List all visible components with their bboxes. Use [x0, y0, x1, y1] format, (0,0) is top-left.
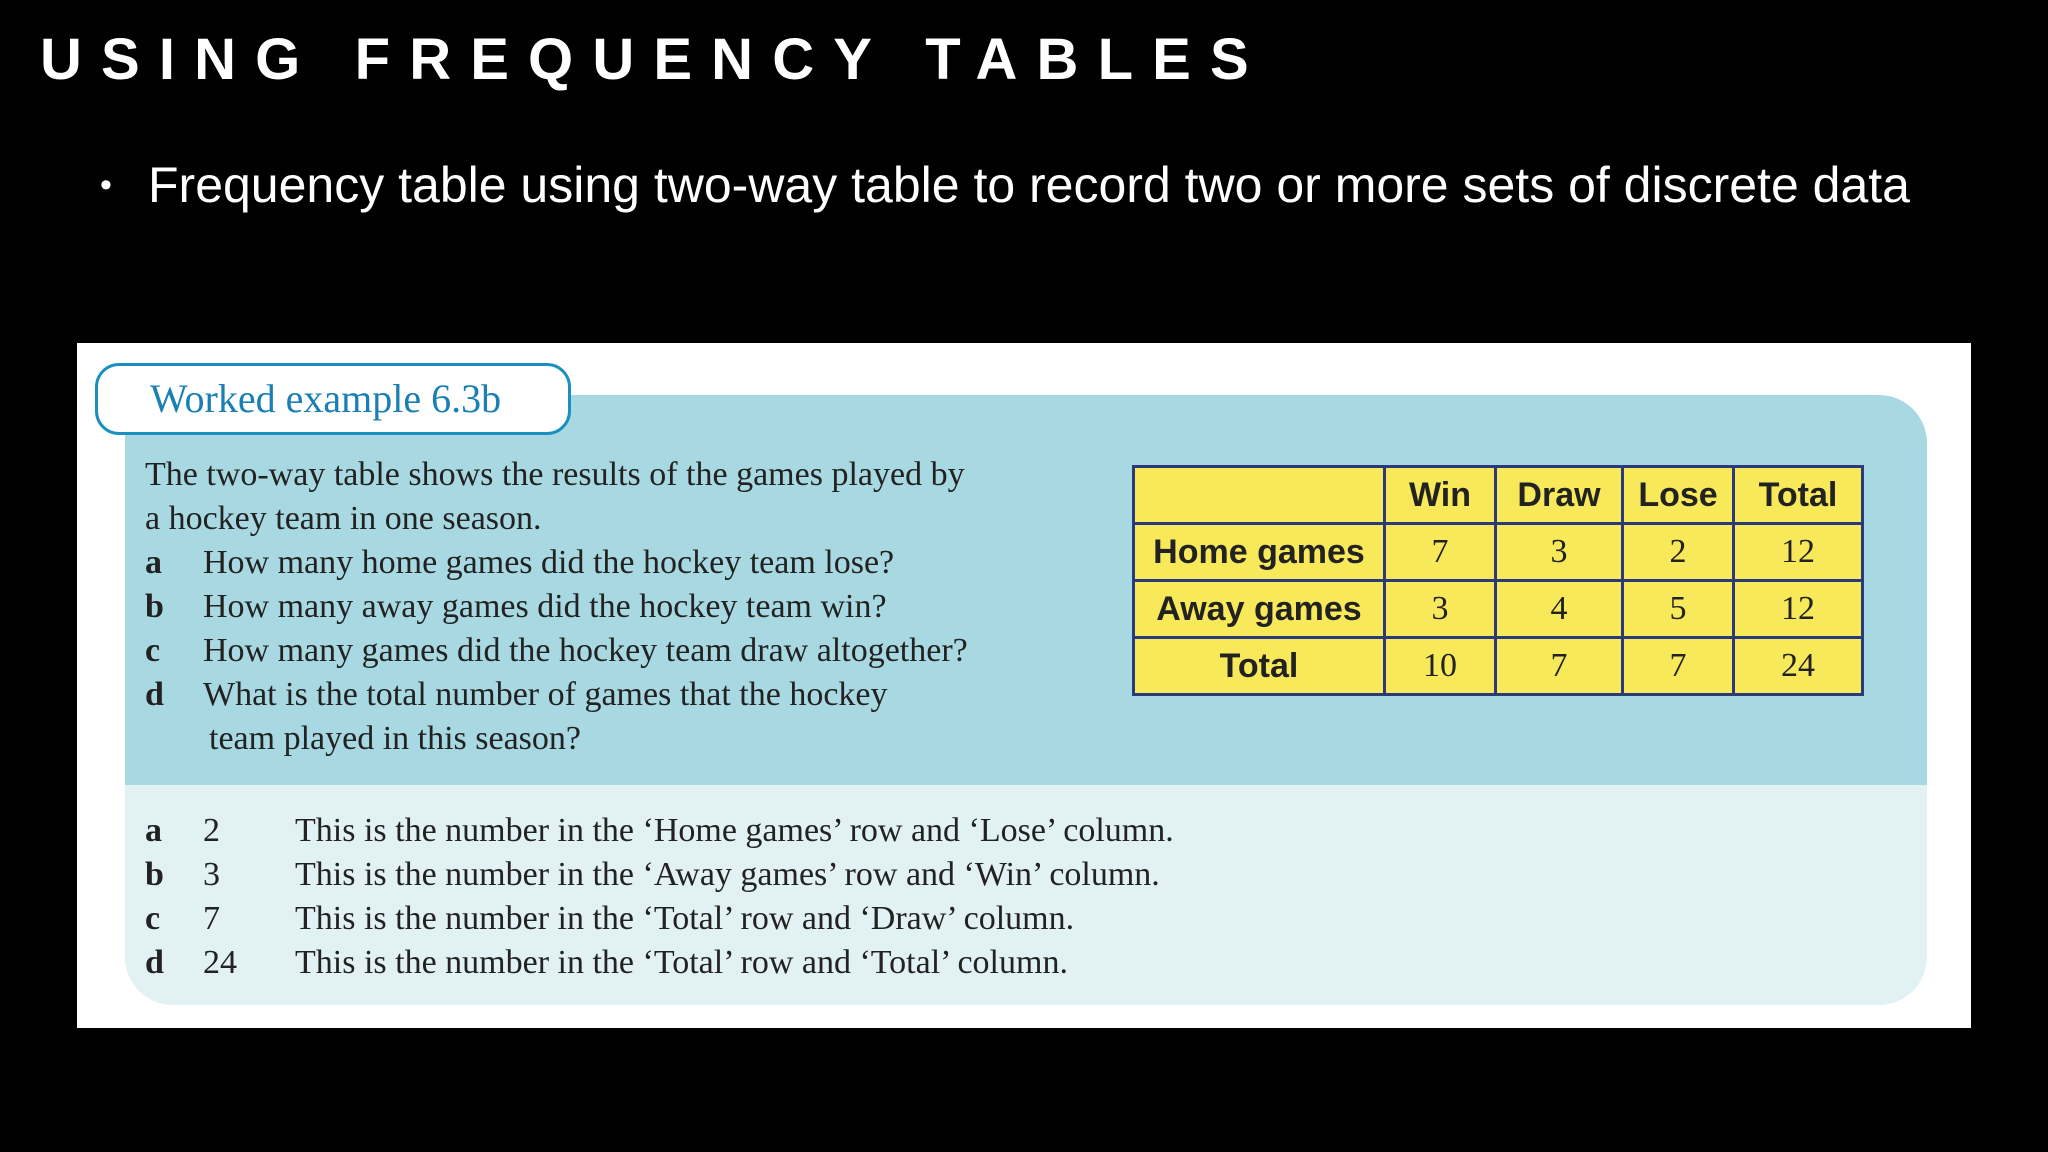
question-d — [145, 673, 1135, 717]
bullet-dot-icon: • — [100, 166, 112, 204]
column-header-draw: Draw — [1496, 467, 1623, 524]
answer-letter: a — [145, 812, 162, 849]
question-text-line: How many away games did the hockey team win? — [203, 588, 887, 625]
question-text-line: How many home games did the hockey team lose? — [203, 544, 895, 581]
intro-line: The two-way table shows the results of the games played by — [145, 456, 965, 493]
answer-letter: c — [145, 900, 161, 937]
intro-line: a hockey team in one season. — [145, 500, 542, 537]
table-cell: 4 — [1496, 581, 1623, 638]
question-letter: a — [145, 544, 162, 581]
table-cell: 3 — [1496, 524, 1623, 581]
two-way-table — [1132, 465, 1864, 696]
bullet-point — [100, 150, 2000, 220]
table-cell: 5 — [1623, 581, 1734, 638]
row-header: Home games — [1134, 524, 1385, 581]
answer-explanation: This is the number in the ‘Away games’ row and ‘Win’ column. — [295, 856, 1160, 893]
worked-example-panel — [77, 343, 1971, 1028]
answer-c — [145, 897, 1445, 941]
answer-value: 7 — [203, 900, 220, 937]
table-cell: 12 — [1734, 524, 1863, 581]
column-header-win: Win — [1385, 467, 1496, 524]
answer-value: 24 — [203, 944, 237, 981]
table-cell: 10 — [1385, 638, 1496, 695]
table-cell: 3 — [1385, 581, 1496, 638]
answer-explanation: This is the number in the ‘Home games’ row and ‘Lose’ column. — [295, 812, 1174, 849]
question-d-continuation: team played in this season? — [209, 720, 582, 757]
worked-example-tab: Worked example 6.3b — [95, 363, 571, 435]
table-cell: 12 — [1734, 581, 1863, 638]
row-header: Total — [1134, 638, 1385, 695]
slide-title: USING FREQUENCY TABLES — [40, 27, 1268, 92]
question-letter: c — [145, 632, 161, 669]
question-a — [145, 541, 1135, 585]
table-row-total — [1134, 638, 1863, 695]
table-row-away-games — [1134, 581, 1863, 638]
question-text-line: What is the total number of games that the hockey — [203, 676, 888, 713]
table-cell: 24 — [1734, 638, 1863, 695]
answer-a — [145, 809, 1445, 853]
bullet-text: Frequency table using two-way table to record two or more sets of discrete data — [148, 157, 1910, 213]
table-cell: 2 — [1623, 524, 1734, 581]
table-corner-cell — [1134, 467, 1385, 524]
table-header-row — [1134, 467, 1863, 524]
question-c — [145, 629, 1135, 673]
answer-d — [145, 941, 1445, 985]
answer-text — [145, 809, 1445, 985]
question-text — [145, 453, 1135, 761]
answer-value: 3 — [203, 856, 220, 893]
table-cell: 7 — [1623, 638, 1734, 695]
question-letter: d — [145, 676, 164, 713]
question-letter: b — [145, 588, 164, 625]
table-cell: 7 — [1385, 524, 1496, 581]
question-text-line: How many games did the hockey team draw altogether? — [203, 632, 968, 669]
answer-explanation: This is the number in the ‘Total’ row and ‘Draw’ column. — [295, 900, 1075, 937]
column-header-lose: Lose — [1623, 467, 1734, 524]
table-row-home-games — [1134, 524, 1863, 581]
answer-letter: d — [145, 944, 164, 981]
answer-b — [145, 853, 1445, 897]
table-cell: 7 — [1496, 638, 1623, 695]
answer-letter: b — [145, 856, 164, 893]
column-header-total: Total — [1734, 467, 1863, 524]
answer-value: 2 — [203, 812, 220, 849]
answer-explanation: This is the number in the ‘Total’ row and ‘Total’ column. — [295, 944, 1068, 981]
row-header: Away games — [1134, 581, 1385, 638]
question-b — [145, 585, 1135, 629]
